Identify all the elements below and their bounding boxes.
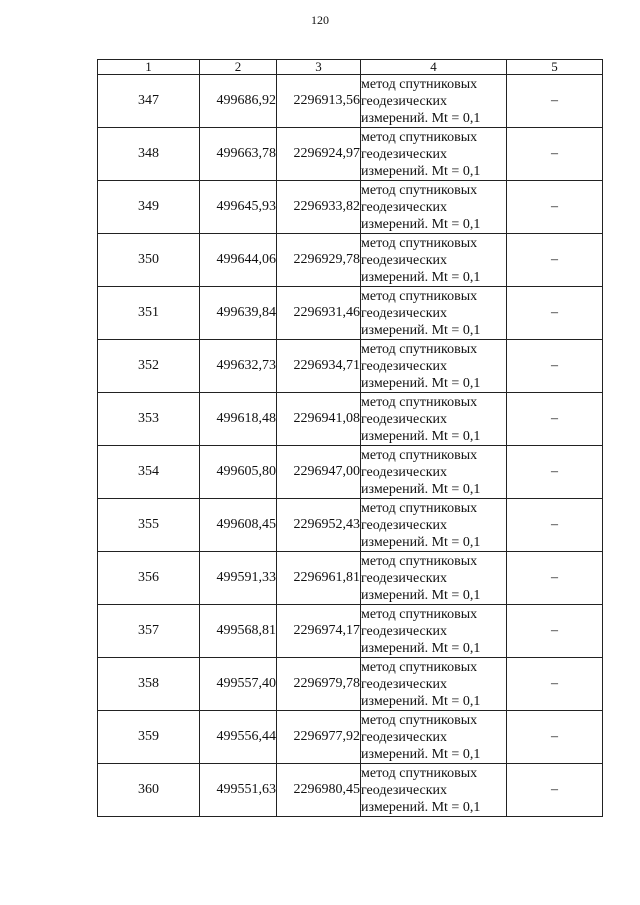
header-col-4: 4 <box>361 60 507 75</box>
x-coordinate-cell: 499644,06 <box>200 234 277 287</box>
table-row <box>98 393 603 446</box>
table-header-row <box>98 60 603 75</box>
point-number-cell: 357 <box>98 605 200 658</box>
y-coordinate-cell: 2296934,71 <box>277 340 361 393</box>
note-cell: – <box>507 234 603 287</box>
x-coordinate-cell: 499568,81 <box>200 605 277 658</box>
table-row <box>98 552 603 605</box>
table-row <box>98 340 603 393</box>
method-cell: метод спутниковых геодезических измерений. Mt = 0,1 <box>361 499 507 552</box>
x-coordinate-cell: 499551,63 <box>200 764 277 817</box>
y-coordinate-cell: 2296947,00 <box>277 446 361 499</box>
point-number-cell: 353 <box>98 393 200 446</box>
table-row <box>98 499 603 552</box>
note-cell: – <box>507 340 603 393</box>
y-coordinate-cell: 2296979,78 <box>277 658 361 711</box>
x-coordinate-cell: 499645,93 <box>200 181 277 234</box>
table-row <box>98 605 603 658</box>
method-cell: метод спутниковых геодезических измерений. Mt = 0,1 <box>361 552 507 605</box>
table-row <box>98 764 603 817</box>
note-cell: – <box>507 499 603 552</box>
note-cell: – <box>507 552 603 605</box>
x-coordinate-cell: 499632,73 <box>200 340 277 393</box>
note-cell: – <box>507 181 603 234</box>
table-row <box>98 446 603 499</box>
method-cell: метод спутниковых геодезических измерений. Mt = 0,1 <box>361 446 507 499</box>
note-cell: – <box>507 605 603 658</box>
method-cell: метод спутниковых геодезических измерений. Mt = 0,1 <box>361 128 507 181</box>
y-coordinate-cell: 2296974,17 <box>277 605 361 658</box>
point-number-cell: 355 <box>98 499 200 552</box>
y-coordinate-cell: 2296941,08 <box>277 393 361 446</box>
y-coordinate-cell: 2296977,92 <box>277 711 361 764</box>
method-cell: метод спутниковых геодезических измерений. Mt = 0,1 <box>361 181 507 234</box>
y-coordinate-cell: 2296952,43 <box>277 499 361 552</box>
method-cell: метод спутниковых геодезических измерений. Mt = 0,1 <box>361 234 507 287</box>
table-body <box>98 75 603 817</box>
point-number-cell: 351 <box>98 287 200 340</box>
point-number-cell: 358 <box>98 658 200 711</box>
x-coordinate-cell: 499686,92 <box>200 75 277 128</box>
method-cell: метод спутниковых геодезических измерений. Mt = 0,1 <box>361 658 507 711</box>
note-cell: – <box>507 446 603 499</box>
y-coordinate-cell: 2296961,81 <box>277 552 361 605</box>
point-number-cell: 360 <box>98 764 200 817</box>
note-cell: – <box>507 393 603 446</box>
table-row <box>98 711 603 764</box>
note-cell: – <box>507 75 603 128</box>
point-number-cell: 349 <box>98 181 200 234</box>
table-row <box>98 181 603 234</box>
point-number-cell: 348 <box>98 128 200 181</box>
method-cell: метод спутниковых геодезических измерений. Mt = 0,1 <box>361 340 507 393</box>
point-number-cell: 356 <box>98 552 200 605</box>
y-coordinate-cell: 2296980,45 <box>277 764 361 817</box>
x-coordinate-cell: 499663,78 <box>200 128 277 181</box>
x-coordinate-cell: 499639,84 <box>200 287 277 340</box>
note-cell: – <box>507 287 603 340</box>
method-cell: метод спутниковых геодезических измерений. Mt = 0,1 <box>361 764 507 817</box>
note-cell: – <box>507 128 603 181</box>
table-row <box>98 128 603 181</box>
y-coordinate-cell: 2296913,56 <box>277 75 361 128</box>
x-coordinate-cell: 499591,33 <box>200 552 277 605</box>
x-coordinate-cell: 499608,45 <box>200 499 277 552</box>
x-coordinate-cell: 499618,48 <box>200 393 277 446</box>
header-col-1: 1 <box>98 60 200 75</box>
table-row <box>98 75 603 128</box>
note-cell: – <box>507 711 603 764</box>
page-number: 120 <box>311 13 329 27</box>
method-cell: метод спутниковых геодезических измерений. Mt = 0,1 <box>361 393 507 446</box>
method-cell: метод спутниковых геодезических измерений. Mt = 0,1 <box>361 75 507 128</box>
method-cell: метод спутниковых геодезических измерений. Mt = 0,1 <box>361 287 507 340</box>
coordinates-table <box>97 59 603 817</box>
header-col-5: 5 <box>507 60 603 75</box>
y-coordinate-cell: 2296933,82 <box>277 181 361 234</box>
point-number-cell: 347 <box>98 75 200 128</box>
point-number-cell: 354 <box>98 446 200 499</box>
x-coordinate-cell: 499557,40 <box>200 658 277 711</box>
table-row <box>98 287 603 340</box>
x-coordinate-cell: 499556,44 <box>200 711 277 764</box>
method-cell: метод спутниковых геодезических измерений. Mt = 0,1 <box>361 711 507 764</box>
point-number-cell: 352 <box>98 340 200 393</box>
header-col-3: 3 <box>277 60 361 75</box>
y-coordinate-cell: 2296929,78 <box>277 234 361 287</box>
note-cell: – <box>507 658 603 711</box>
y-coordinate-cell: 2296924,97 <box>277 128 361 181</box>
method-cell: метод спутниковых геодезических измерений. Mt = 0,1 <box>361 605 507 658</box>
table-row <box>98 234 603 287</box>
y-coordinate-cell: 2296931,46 <box>277 287 361 340</box>
table-row <box>98 658 603 711</box>
point-number-cell: 350 <box>98 234 200 287</box>
header-col-2: 2 <box>200 60 277 75</box>
x-coordinate-cell: 499605,80 <box>200 446 277 499</box>
point-number-cell: 359 <box>98 711 200 764</box>
note-cell: – <box>507 764 603 817</box>
